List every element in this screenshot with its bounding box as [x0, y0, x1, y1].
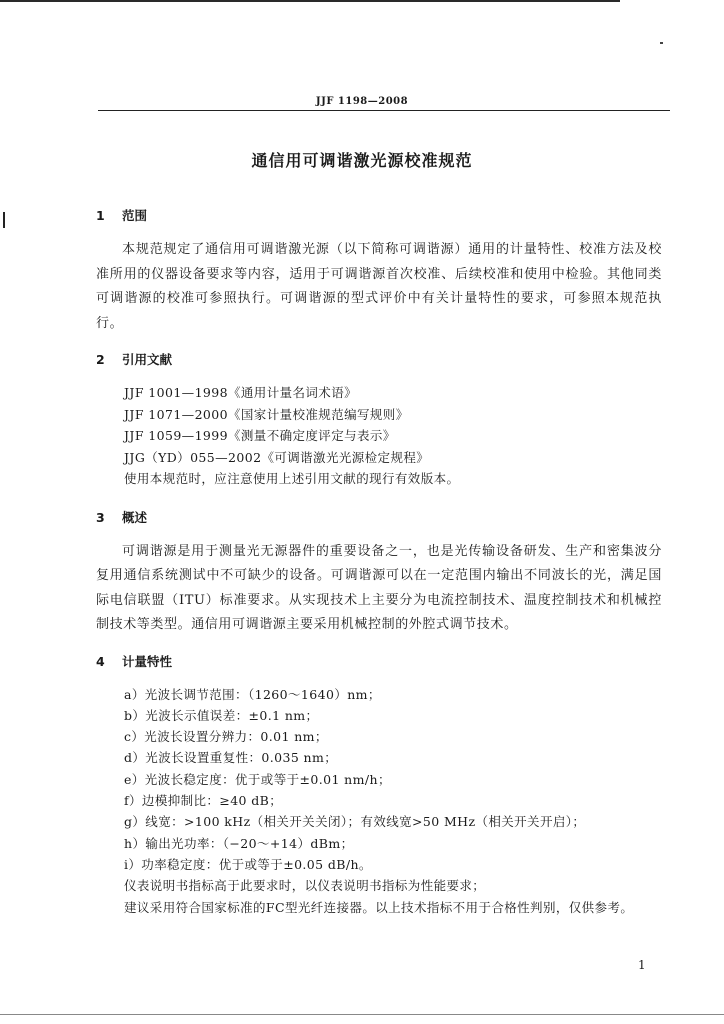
section-title: 引用文献	[122, 352, 173, 367]
reference-item: JJG（YD）055—2002《可调谐激光光源检定规程》	[124, 449, 430, 465]
reference-note: 使用本规范时，应注意使用上述引用文献的现行有效版本。	[124, 471, 460, 486]
scan-edge-bottom	[0, 1014, 724, 1015]
spec-item: i）功率稳定度：优于或等于±0.05 dB/h。	[124, 856, 372, 872]
reference-item: JJF 1071—2000《国家计量校准规范编写规则》	[124, 406, 409, 422]
section-title: 范围	[122, 208, 148, 223]
spec-note: 建议采用符合国家标准的FC型光纤连接器。以上技术指标不用于合格性判别，仅供参考。	[124, 899, 634, 915]
document-title: 通信用可调谐激光源校准规范	[251, 151, 473, 170]
spec-item: g）线宽：>100 kHz（相关开关关闭）；有效线宽>50 MHz（相关开关开启）；	[124, 814, 586, 830]
spec-note: 仪表说明书指标高于此要求时，以仪表说明书指标为性能要求；	[124, 878, 486, 894]
spec-list	[96, 684, 662, 876]
scan-edge-top	[0, 0, 620, 2]
section-title: 概述	[122, 509, 148, 525]
page-number: 1	[638, 958, 646, 972]
scan-mark-right	[660, 42, 663, 44]
spec-item: b）光波长示值误差：±0.1 nm；	[124, 707, 319, 723]
spec-item: d）光波长设置重复性：0.035 nm；	[124, 750, 338, 766]
spec-item: a）光波长调节范围：（1260～1640）nm；	[124, 686, 381, 702]
spec-item: e）光波长稳定度：优于或等于±0.01 nm/h；	[124, 771, 391, 787]
spec-item: h）输出光功率：（−20～+14）dBm；	[124, 835, 354, 851]
reference-list	[96, 382, 662, 468]
section-3-heading	[96, 508, 662, 526]
reference-item: JJF 1001—1998《通用计量名词术语》	[124, 385, 357, 400]
spec-item: f）边模抑制比：≥40 dB；	[124, 792, 283, 808]
section-number: 4	[96, 653, 105, 669]
section-3-paragraph: 可调谐源是用于测量光无源器件的重要设备之一，也是光传输设备研发、生产和密集波分复用通信系统测试中不可缺少的设备。可调谐源可以在一定范围内输出不同波长的光，满足国际电信联盟（ITU）标准要求。从实现技术上主要分为电流控制技术、温度控制技术和机械控制技术等类型。通信用可调谐源主要采用机械控制的外腔式调节技术。	[96, 543, 662, 632]
section-number: 1	[96, 208, 105, 223]
running-header: JJF 1198—2008	[315, 96, 409, 107]
document-body	[96, 206, 662, 918]
section-1-heading	[96, 206, 662, 224]
section-1-paragraph: 本规范规定了通信用可调谐激光源（以下简称可调谐源）通用的计量特性、校准方法及校准所用的仪器设备要求等内容，适用于可调谐源首次校准、后续校准和使用中检验。其他同类可调谐源的校准可参照执行。可调谐源的型式评价中有关计量特性的要求，可参照本规范执行。	[96, 242, 662, 331]
section-4-heading	[96, 652, 662, 670]
scan-mark-left	[3, 212, 5, 228]
reference-item: JJF 1059—1999《测量不确定度评定与表示》	[124, 428, 396, 443]
section-2-heading	[96, 350, 662, 368]
section-title: 计量特性	[122, 653, 173, 669]
header-rule	[98, 110, 670, 111]
section-number: 3	[96, 509, 105, 525]
section-number: 2	[96, 352, 105, 367]
spec-item: c）光波长设置分辨力：0.01 nm；	[124, 729, 328, 745]
